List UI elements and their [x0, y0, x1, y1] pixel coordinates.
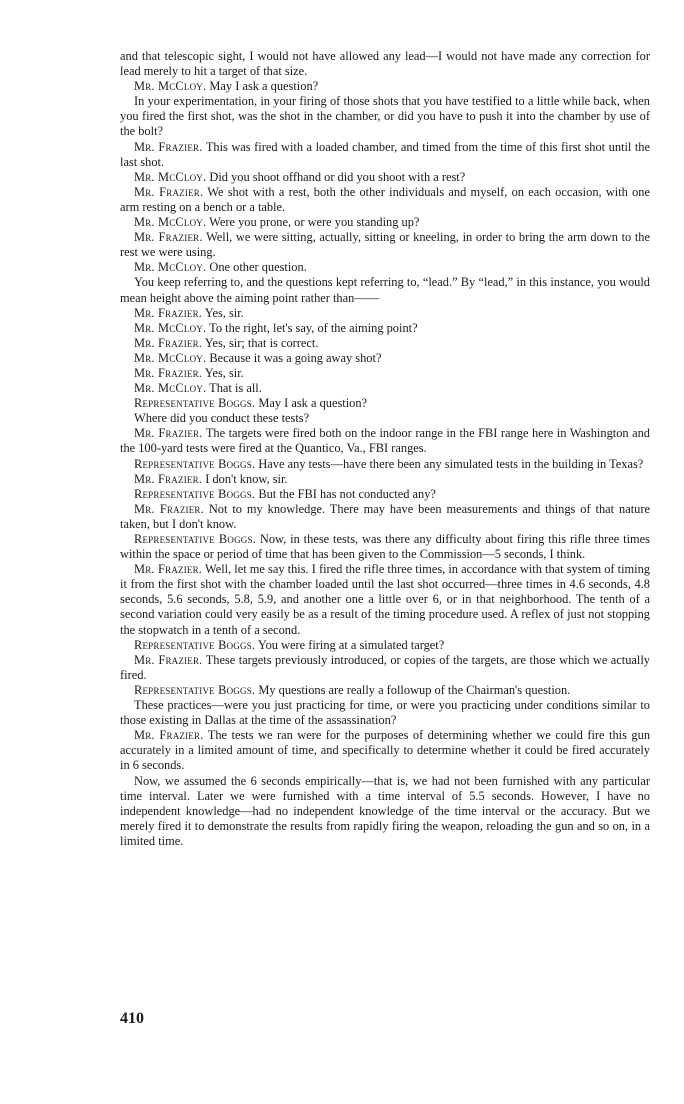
paragraph	[120, 774, 650, 849]
paragraph	[120, 366, 650, 381]
paragraph	[120, 728, 650, 773]
speaker-name: Mr. Frazier.	[134, 501, 204, 516]
paragraph-text: You were firing at a simulated target?	[257, 637, 445, 652]
paragraph	[120, 457, 650, 472]
paragraph-text: Where did you conduct these tests?	[134, 411, 310, 426]
speaker-name: Representative Boggs.	[134, 532, 256, 546]
paragraph-text: I don't know, sir.	[205, 471, 288, 486]
paragraph-text: These practices—were you just practicing for time, or were you practicing under conditions similar to those existing in Dallas at the time of the assassination?	[120, 698, 650, 728]
speaker-name: Mr. Frazier.	[134, 365, 203, 380]
paragraph	[120, 638, 650, 653]
paragraph-text: Were you prone, or were you standing up?	[209, 215, 420, 230]
paragraph	[120, 170, 650, 185]
paragraph-text: Yes, sir; that is correct.	[204, 335, 319, 350]
speaker-name: Mr. McCloy.	[134, 79, 207, 94]
speaker-name: Mr. Frazier.	[134, 562, 203, 577]
speaker-name: Representative Boggs.	[134, 682, 256, 697]
speaker-name: Mr. Frazier.	[134, 471, 203, 486]
paragraph	[120, 351, 650, 366]
paragraph	[120, 94, 650, 139]
paragraph-text: That is all.	[209, 381, 262, 396]
speaker-name: Mr. Frazier.	[134, 230, 203, 245]
paragraph-text: Well, we were sitting, actually, sitting or kneeling, in order to bring the arm down to the rest we were using.	[120, 230, 650, 260]
speaker-name: Mr. McCloy.	[134, 381, 207, 396]
paragraph-text: In your experimentation, in your firing of those shots that you have testified to a little while back, when you fired the first shot, was the shot in the chamber, or did you have to push it into the chamber by use of the bolt?	[120, 94, 650, 139]
paragraph	[120, 653, 650, 683]
speaker-name: Mr. Frazier.	[134, 335, 203, 350]
paragraph	[120, 260, 650, 275]
paragraph-text: and that telescopic sight, I would not have allowed any lead—I would not have made any correction for lead merely to hit a target of that size.	[120, 49, 650, 79]
paragraph	[120, 79, 650, 94]
paragraph-text: Now, we assumed the 6 seconds empirically—that is, we had not been furnished with any particular time interval. Later we were furnished with a time interval of 5.5 seconds. However, I have no independent knowledge—had no independent knowledge of the time interval or the accuracy. But we merely fired it to demonstrate the results from rapidly firing the weapon, reloading the gun and so on, in a limited time.	[120, 773, 650, 848]
paragraph	[120, 336, 650, 351]
paragraph-text: May I ask a question?	[209, 79, 319, 94]
paragraph-text: One other question.	[209, 260, 307, 275]
paragraph-text: Yes, sir.	[204, 365, 244, 380]
paragraph	[120, 472, 650, 487]
paragraph-text: But the FBI has not conducted any?	[258, 486, 436, 501]
speaker-name: Mr. Frazier.	[134, 184, 204, 199]
paragraph-text: Well, let me say this. I fired the rifle three times, in accordance with that system of timing it from the first shot with the chamber loaded until the last shot occurred—three times in 4.6 seconds, 4.8 seconds, 5.6 seconds, 5.8, 5.9, and another one a little over 6, or in that neighborhood. The tenth of a second variation could very easily be as a result of the timing procedure used. A reflex of just not stopping the stopwatch in a tenth of a second.	[120, 562, 651, 637]
paragraph-text: The tests we ran were for the purposes of determining whether we could fire this gun accurately in a limited amount of time, and specifically to determine whether it could be fired accurately in 6 seconds.	[120, 728, 651, 773]
speaker-name: Representative Boggs.	[134, 637, 256, 652]
speaker-name: Mr. Frazier.	[134, 728, 204, 743]
paragraph	[120, 215, 650, 230]
paragraph	[120, 396, 650, 411]
paragraph	[120, 502, 650, 532]
paragraph	[120, 381, 650, 396]
paragraph-text: We shot with a rest, both the other individuals and myself, on each occasion, with one arm resting on a bench or a table.	[120, 184, 650, 214]
paragraph	[120, 532, 650, 562]
speaker-name: Mr. Frazier.	[134, 426, 203, 441]
paragraph	[120, 562, 650, 637]
paragraph	[120, 683, 650, 698]
paragraph	[120, 321, 650, 336]
speaker-name: Representative Boggs.	[134, 396, 256, 411]
speaker-name: Mr. Frazier.	[134, 305, 203, 320]
paragraph-text: Yes, sir.	[204, 305, 244, 320]
paragraph	[120, 49, 650, 79]
paragraph-text: Because it was a going away shot?	[209, 350, 382, 365]
paragraph-text: Now, in these tests, was there any difficulty about firing this rifle three times within the space or period of time that has been given to the Commission—5 seconds, I think.	[120, 532, 650, 562]
paragraph-text: To the right, let's say, of the aiming point?	[209, 320, 418, 335]
speaker-name: Representative Boggs.	[134, 456, 256, 471]
paragraph-text: The targets were fired both on the indoor range in the FBI range here in Washington and the 100-yard tests were fired at the Quantico, Va., FBI ranges.	[120, 426, 650, 456]
document-body	[120, 49, 650, 849]
paragraph	[120, 140, 650, 170]
paragraph-text: My questions are really a followup of the Chairman's question.	[258, 682, 571, 697]
paragraph	[120, 426, 650, 456]
speaker-name: Mr. McCloy.	[134, 169, 207, 184]
speaker-name: Representative Boggs.	[134, 486, 256, 501]
paragraph	[120, 411, 650, 426]
speaker-name: Mr. McCloy.	[134, 215, 207, 230]
paragraph-text: Not to my knowledge. There may have been measurements and things of that nature taken, but I don't know.	[120, 501, 650, 531]
speaker-name: Mr. McCloy.	[134, 260, 207, 275]
paragraph	[120, 230, 650, 260]
paragraph-text: This was fired with a loaded chamber, and timed from the time of this first shot until the last shot.	[120, 139, 650, 169]
paragraph	[120, 306, 650, 321]
paragraph-text: You keep referring to, and the questions kept referring to, “lead.” By “lead,” in this instance, you would mean height above the aiming point rather than——	[120, 275, 650, 305]
paragraph	[120, 185, 650, 215]
paragraph	[120, 487, 650, 502]
paragraph-text: These targets previously introduced, or copies of the targets, are those which we actually fired.	[120, 652, 650, 682]
page-number: 410	[120, 1010, 144, 1027]
speaker-name: Mr. Frazier.	[134, 652, 203, 667]
speaker-name: Mr. McCloy.	[134, 320, 207, 335]
paragraph-text: May I ask a question?	[258, 396, 368, 411]
speaker-name: Mr. Frazier.	[134, 139, 203, 154]
speaker-name: Mr. McCloy.	[134, 350, 207, 365]
paragraph	[120, 698, 650, 728]
paragraph	[120, 275, 650, 305]
paragraph-text: Did you shoot offhand or did you shoot with a rest?	[209, 169, 466, 184]
paragraph-text: Have any tests—have there been any simulated tests in the building in Texas?	[258, 456, 644, 471]
